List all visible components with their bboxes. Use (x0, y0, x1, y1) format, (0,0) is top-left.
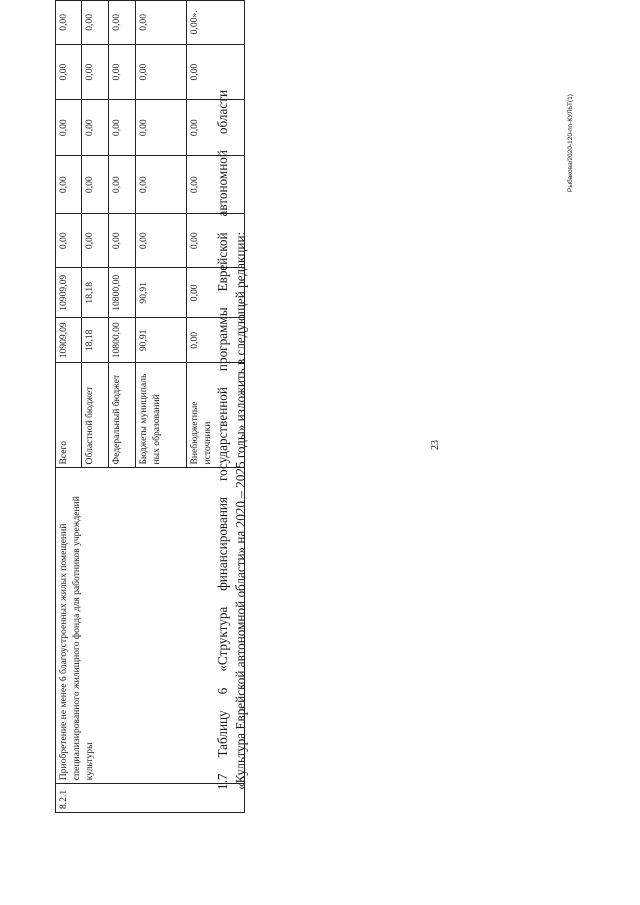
value-cell: 0,00 (109, 214, 136, 268)
value-cell: 0,00 (136, 1, 187, 45)
page-number: 23 (430, 440, 441, 450)
value-cell: 0,00 (187, 100, 245, 156)
document-footer-code: Рыбакова/2020-120-пп-КУЛЬТ(1) (567, 94, 574, 192)
value-cell: 0,00 (56, 214, 82, 268)
funding-source: Областной бюджет (82, 363, 109, 468)
value-cell: 0,00 (82, 1, 109, 45)
value-cell: 0,00 (109, 44, 136, 100)
value-cell: 0,00 (56, 1, 82, 45)
value-cell: 10800,00 (109, 318, 136, 363)
funding-source: Федеральный бюджет (109, 363, 136, 468)
value-cell: 18,18 (82, 318, 109, 363)
funding-source: Всего (56, 363, 82, 468)
heading-line-1: 1.7 Таблицу 6 «Структура финансирования государственной программы Еврейской автономной области (215, 90, 230, 790)
value-cell: 0,00 (136, 156, 187, 214)
value-cell: 0,00 (56, 100, 82, 156)
value-cell: 0,00 (187, 318, 245, 363)
value-cell: 0,00 (187, 268, 245, 318)
value-cell: 0,00 (187, 156, 245, 214)
table-row (56, 1, 82, 813)
value-cell: 0,00 (136, 100, 187, 156)
section-heading (214, 90, 250, 790)
value-cell: 10800,00 (109, 268, 136, 318)
value-cell: 0,00 (136, 44, 187, 100)
value-cell: 0,00 (82, 156, 109, 214)
row-code: 8.2.1 (56, 784, 245, 813)
value-cell: 0,00 (187, 214, 245, 268)
row-description: Приобретение не менее 6 благоустроенных жилых помещений специализированного жилищного фонда для работников учреждений культуры (56, 468, 245, 784)
value-cell: 0,00 (82, 44, 109, 100)
value-cell: 0,00 (187, 44, 245, 100)
heading-line-2: «Культура Еврейской автономной области» на 2020 – 2025 годы» изложить в следующей редакции: (233, 231, 248, 790)
value-cell: 0,00 (82, 100, 109, 156)
value-cell: 0,00 (109, 156, 136, 214)
value-cell: 90,91 (136, 268, 187, 318)
value-cell: 0,00 (82, 214, 109, 268)
value-cell: 0,00 (56, 156, 82, 214)
funding-source: Внебюджетные источники (187, 363, 245, 468)
value-cell: 0,00 (109, 100, 136, 156)
value-cell: 18,18 (82, 268, 109, 318)
value-cell: 0,00». (187, 1, 245, 45)
funding-source: Бюджеты муниципаль ных образований (136, 363, 187, 468)
value-cell: 10909,09 (56, 318, 82, 363)
value-cell: 10909,09 (56, 268, 82, 318)
value-cell: 0,00 (136, 214, 187, 268)
value-cell: 0,00 (109, 1, 136, 45)
value-cell: 90,91 (136, 318, 187, 363)
value-cell: 0,00 (56, 44, 82, 100)
